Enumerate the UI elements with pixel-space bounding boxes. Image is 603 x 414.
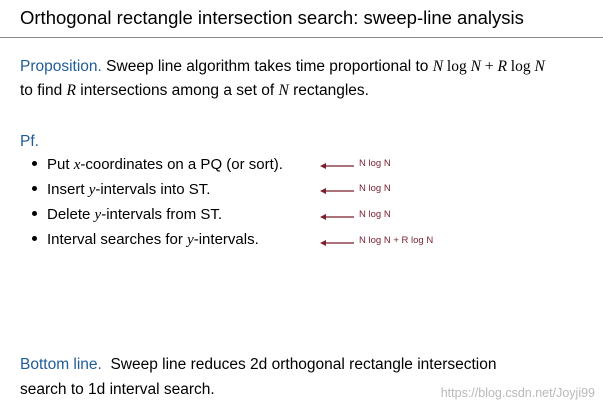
math-log: log [506,58,535,75]
bottom-line-2: search to 1d interval search. [20,381,215,398]
left-arrow-icon [320,162,354,170]
proposition-label: Proposition. [20,58,102,75]
watermark: https://blog.csdn.net/Joyji99 [440,386,595,400]
title-divider [0,37,603,38]
bullet-text: Interval searches for [47,231,188,248]
math-log: log [443,58,471,75]
cost-label: N log N [359,209,391,220]
bullet-item [32,206,222,224]
bottom-line-text: Sweep line reduces 2d orthogonal rectangle intersection [101,356,497,373]
bullet-dot [32,211,37,216]
math-n: N [534,58,545,75]
math-n: N [432,58,444,75]
bullet-dot [32,186,37,191]
bottom-line-label: Bottom line. [20,356,102,373]
proposition-line-1 [20,58,545,76]
bullet-text: -intervals. [193,231,259,248]
bullet-text: -intervals into ST. [95,181,211,198]
proposition-text: to find [20,82,67,99]
math-var: y [187,232,194,248]
proposition-text: intersections among a set of [76,82,279,99]
math-n: N [278,82,289,99]
bullet-item [32,156,283,174]
bullet-text: Delete [47,206,95,223]
cost-label: N log N + R log N [359,235,434,246]
proposition-text: rectangles. [288,82,369,99]
left-arrow-icon [320,187,354,195]
math-var: y [94,207,102,223]
left-arrow-icon [320,239,354,247]
bullet-dot [32,236,37,241]
bullet-item [32,181,210,199]
proposition-text: Sweep line algorithm takes time proportional to [101,58,433,75]
bullet-dot [32,161,37,166]
math-var: y [88,182,96,198]
proposition-line-2 [20,82,369,100]
slide-title: Orthogonal rectangle intersection search: sweep-line analysis [20,7,524,28]
bullet-text: Insert [47,181,89,198]
cost-label: N log N [359,158,391,169]
cost-label: N log N [359,183,391,194]
math-n: N [470,58,481,75]
proof-label: Pf. [20,133,39,150]
bottom-line-1 [20,356,497,374]
bullet-text: Put [47,156,74,173]
math-r: R [497,58,507,75]
bullet-item [32,231,259,249]
bullet-text: -coordinates on a PQ (or sort). [80,156,283,173]
math-r: R [66,82,76,99]
left-arrow-icon [320,213,354,221]
bullet-text: -intervals from ST. [101,206,223,223]
math-var: x [73,157,81,173]
math-plus: + [480,58,498,75]
